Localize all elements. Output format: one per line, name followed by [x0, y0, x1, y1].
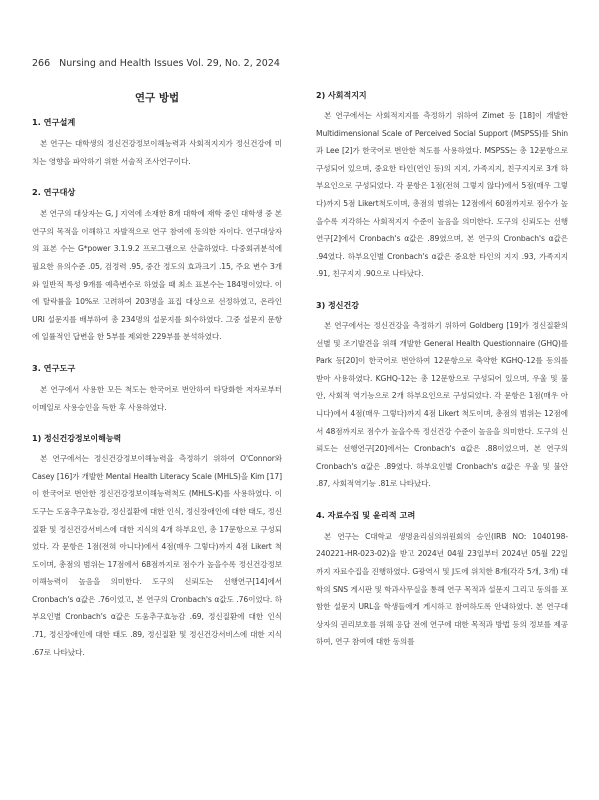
paragraph-data-collection: 본 연구는 C대학교 생명윤리심의위원회의 승인(IRB NO: 1040198-240221-HR-023-02)을 받고 2024년 04월 23일부터 2024년 05월 22일까지 자료수집을 진행하였다. G광역시 및 J도에 위치한 8개(각각 5개, 3개) 대학의 SNS 게시판 및 학과사무실을 통해 연구 목적과 설문지 그리고 동의를 포함한 설문지 URL을 학생들에게 게시하고 참여하도록 안내하였다. 본 연구대상자의 권리보호를 위해 응답 전에 연구에 대한 목적과 방법 등의 정보를 제공하여, 연구 참여에 대한 동의를 [316, 531, 568, 647]
heading-social-support: 2) 사회적지지 [316, 91, 367, 100]
heading-participants: 2. 연구대상 [32, 187, 76, 198]
right-column [316, 90, 568, 651]
journal-citation: Nursing and Health Issues Vol. 29, No. 2, 2024 [59, 58, 280, 69]
heading-mental-health-literacy: 1) 정신건강정보이해능력 [32, 434, 122, 444]
heading-mental-health: 3) 정신건강 [316, 300, 359, 310]
heading-instruments: 3. 연구도구 [32, 362, 76, 373]
paragraph-instruments: 본 연구에서 사용한 모든 척도는 한국어로 번안하여 타당화한 저자로부터 이메일로 사용승인을 득한 후 사용하였다. [32, 384, 282, 412]
left-column [32, 90, 282, 661]
section-title: 연구 방법 [134, 92, 180, 104]
heading-study-design: 1. 연구설계 [32, 117, 76, 127]
paragraph-participants: 본 연구의 대상자는 G, J 지역에 소재한 8개 대학에 재학 중인 대학생 중 본 연구의 목적을 이해하고 자발적으로 연구 참여에 동의한 자이다. 연구대상자의 표본 수는 G*power 3.1.9.2 프로그램으로 산출하였다. 다중회귀분석에 필요한 유의수준 .05, 검정력 .95, 중간 정도의 효과크기 .15, 주요 변수 3개와 일반적 특성 9개를 예측변수로 하였을 때 최소 표본수는 184명이었다. 이에 탈락률을 10%로 고려하여 203명을 표집 대상으로 선정하였고, 온라인 URI 설문지를 배부하여 총 234명의 설문지를 회수하였다. 그중 설문지 문항에 일률적인 답변을 한 5부를 제외한 229부를 분석하였다. [32, 209, 282, 342]
paragraph-mental-health-literacy: 본 연구에서는 정신건강정보이해능력을 측정하기 위하여 O'Connor와 Casey [16]가 개발한 Mental Health Literacy Scale (MHLS)을 Kim [17]이 한국어로 번안한 정신건강정보이해능력척도 (MHLS-K)를 사용하였다. 이 도구는 도움추구효능감, 정신질환에 대한 인식, 정신장애인에 대한 태도, 정신질환 및 정신건강서비스에 대한 지식의 4개 하부요인, 총 17문항으로 구성되었다. 각 문항은 1점(전혀 아니다)에서 4점(매우 그렇다)까지 4점 Likert 척도이며, 총점의 범위는 17점에서 68점까지로 점수가 높을수록 정신건강정보이해능력이 높음을 의미한다. 도구의 신뢰도는 선행연구[14]에서 Cronbach's α값은 .76이었고, 본 연구의 Cronbach's α값도 .76이었다. 하부요인별 Cronbach's α값은 도움추구효능감 .69, 정신질환에 대한 인식 .71, 정신장애인에 대한 태도 .89, 정신질환 및 정신건강서비스에 대한 지식 .67로 나타났다. [32, 454, 282, 657]
page-number: 266 [32, 58, 51, 69]
paragraph-study-design: 본 연구는 대학생의 정신건강정보이해능력과 사회적지지가 정신건강에 미치는 영향을 파악하기 위한 서술적 조사연구이다. [32, 139, 282, 166]
paragraph-social-support: 본 연구에서는 사회적지지를 측정하기 위하여 Zimet 등 [18]이 개발한 Multidimensional Scale of Perceived Social Support (MSPSS)를 Shin과 Lee [2]가 한국어로 번안한 척도를 사용하였다. MSPSS는 총 12문항으로 구성되어 있으며, 중요한 타인(연인 등)의 지지, 가족지지, 친구지지로 3개 하부요인으로 구성되었다. 각 문항은 1점(전혀 그렇지 않다)에서 5점(매우 그렇다)까지 5점 Likert척도이며, 총점의 범위는 12점에서 60점까지로 점수가 높을수록 지각하는 사회적지지 수준이 높음을 의미한다. 도구의 신뢰도는 선행연구[2]에서 Cronbach's α값은 .89였으며, 본 연구의 Cronbach's α값은 .94였다. 하부요인별 Cronbach's α값은 중요한 타인의 지지 .93, 가족지지 .91, 친구지지 .90으로 나타났다. [316, 111, 568, 279]
running-header [32, 58, 280, 69]
heading-data-collection: 4. 자료수집 및 윤리적 고려 [316, 509, 416, 520]
paragraph-mental-health: 본 연구에서는 정신건강을 측정하기 위하여 Goldberg [19]가 정신질환의 선별 및 조기발견을 위해 개발한 General Health Questionnaire (GHQ)를 Park 등[20]이 한국어로 번안하여 12문항으로 축약한 KGHQ-12를 동의를 받아 사용하였다. KGHQ-12는 총 12문항으로 구성되어 있으며, 우울 및 불안, 사회적 역기능으로 2개 하부요인으로 구성되었다. 각 문항은 1점(매우 아니다)에서 4점(매우 그렇다)까지 4점 Likert 척도이며, 총점의 범위는 12점에서 48점까지로 점수가 높을수록 정신건강 수준이 높음을 의미한다. 도구의 신뢰도는 선행연구[20]에서는 Cronbach's α값은 .88이었으며, 본 연구의 Cronbach's α값은 .89였다. 하부요인별 Cronbach's α값은 우울 및 불안 .87, 사회적역기능 .81로 나타났다. [316, 320, 568, 489]
